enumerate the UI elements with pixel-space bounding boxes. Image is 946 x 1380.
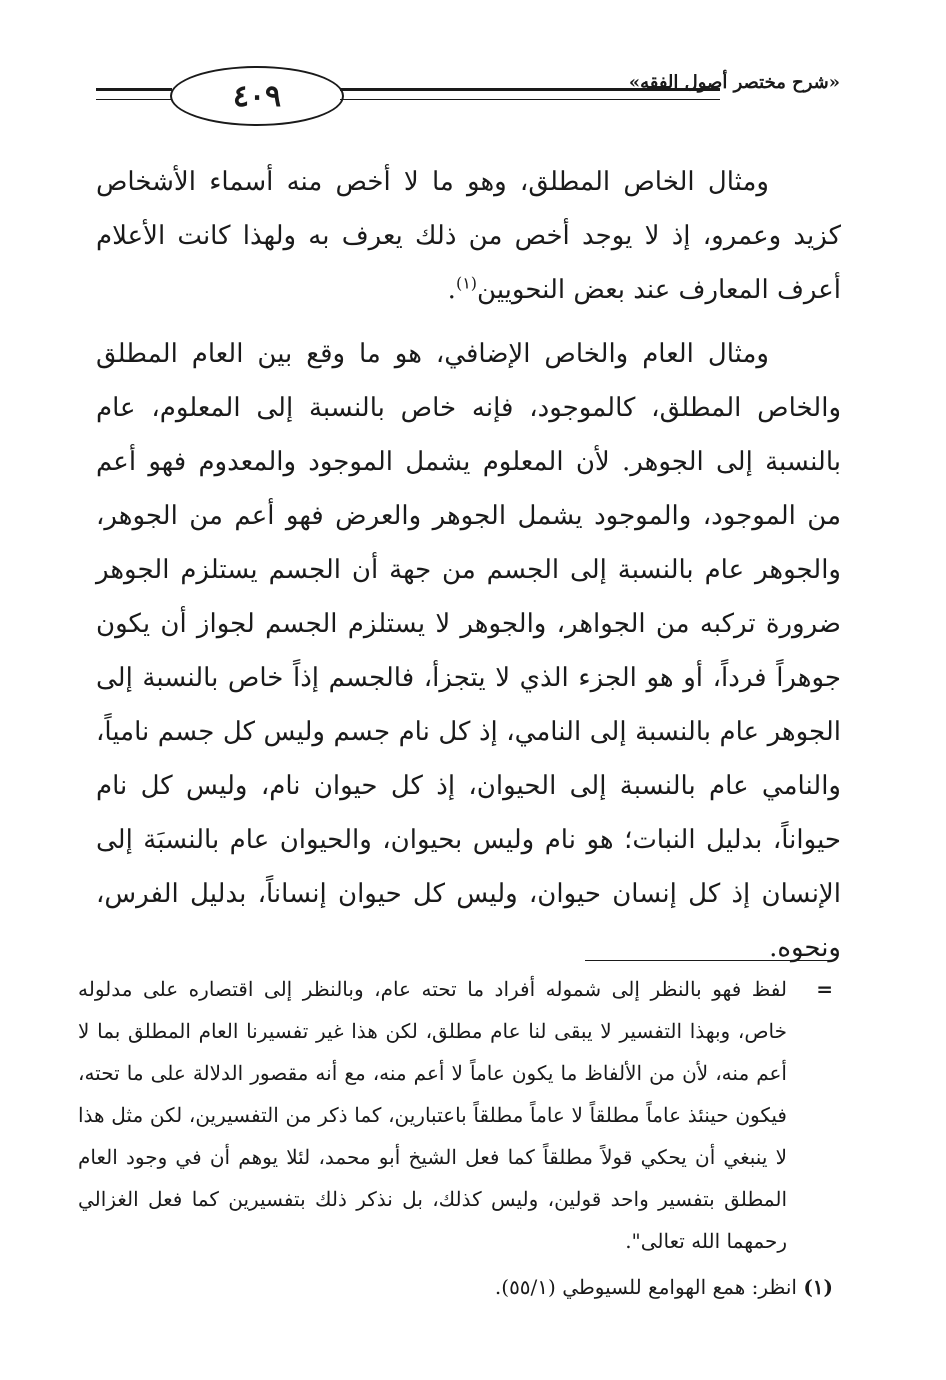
running-title: «شرح مختصر أصول الفقه» (628, 72, 840, 93)
paragraph-2-text: ومثال العام والخاص الإضافي، هو ما وقع بين العام المطلق والخاص المطلق، كالموجود، فإنه خاص بالنسبة إلى المعلوم، عام بالنسبة إلى الجوهر. لأن المعلوم يشمل الموجود والمعدوم فهو أعم من الموجود، والموجود يشمل الجوهر والعرض فهو أعم من الجوهر، والجوهر عام بالنسبة إلى الجسم من جهة أن الجسم يستلزم الجوهر ضرورة تركبه من الجواهر، والجوهر لا يستلزم الجسم لجواز أن يكون جوهراً فرداً، أو هو الجزء الذي لا يتجزأ، فالجسم إذاً خاص بالنسبة إلى الجوهر عام بالنسبة إلى النامي، إذ كل نام جسم وليس كل جسم نامياً، والنامي عام بالنسبة إلى الحيوان، إذ كل حيوان نام، وليس كل نام حيواناً، بدليل النبات؛ هو نام وليس بحيوان، والحيوان عام بالنسبَة إلى الإنسان إذ كل إنسان حيوان، وليس كل حيوان إنساناً، بدليل الفرس، ونحوه. (96, 339, 841, 963)
footnote-1 (78, 1266, 833, 1308)
footnote-continuation (78, 968, 833, 1262)
page-header (90, 58, 840, 128)
paragraph-1-tail: . (447, 275, 456, 305)
footnote-continuation-text: لفظ فهو بالنظر إلى شموله أفراد ما تحته عام، وبالنظر إلى اقتصاره على مدلوله خاص، وبهذا التفسير لا يبقى لنا عام مطلق، لكن هذا غير تفسيرنا العام المطلق بما لا أعم منه، لأن من الألفاظ ما يكون عاماً لا أعم منه، مع أنه مقصور الدلالة على ما تحته، فيكون حينئذ عاماً مطلقاً لا عاماً مطلقاً باعتبارين، كما ذكر من التفسيرين، لكن مثل هذا لا ينبغي أن يحكي قولاً مطلقاً كما فعل الشيخ أبو محمد، لئلا يوهم أن في وجود العام المطلق بتفسير واحد قولين، وليس كذلك، بل نذكر ذلك بتفسيرين كما فعل الغزالي رحمهما الله تعالى". (78, 977, 787, 1253)
page-number: ٤٠٩ (170, 66, 344, 126)
footnote-1-number: (١) (803, 1275, 833, 1299)
paragraph-2 (96, 327, 841, 975)
paragraph-1-text: ومثال الخاص المطلق، وهو ما لا أخص منه أسماء الأشخاص كزيد وعمرو، إذ لا يوجد أخص من ذلك يعرف به ولهذا كانت الأعلام أعرف المعارف عند بعض النحويين (96, 167, 841, 305)
continuation-mark: = (816, 977, 833, 1001)
paragraph-1 (96, 155, 841, 317)
header-rule-left (96, 88, 172, 100)
footnote-reference-1[interactable]: (١) (455, 273, 478, 293)
footnotes (78, 968, 833, 1308)
footnote-1-text: انظر: همع الهوامع للسيوطي (٥٥/١). (494, 1275, 797, 1299)
main-text (96, 155, 841, 975)
footnote-divider (585, 960, 835, 961)
